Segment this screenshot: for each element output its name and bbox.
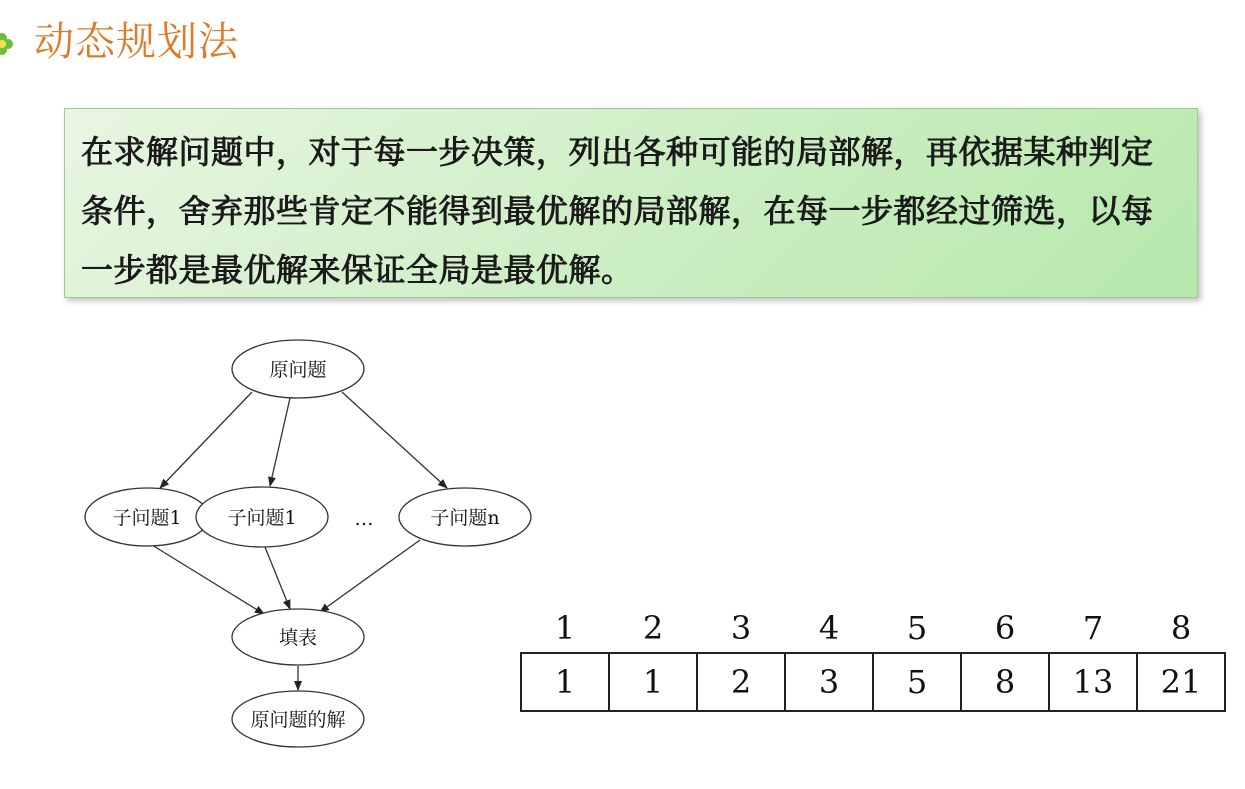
value-cell: 21 [1137,653,1225,711]
slide-title: 动态规划法 [34,19,239,65]
node-fill-table-label: 填表 [278,627,318,649]
node-original-problem [232,340,364,398]
definition-text: 在求解问题中，对于每一步决策，列出各种可能的局部解，再依据某种判定条件，舍弃那些肯定不能得到最优解的局部解，在每一步都经过筛选，以每一步都是最优解来保证全局是最优解。 [81,133,1154,289]
edge-root-subn [342,392,447,488]
subproblem-ellipsis: … [354,508,374,530]
index-cell: 4 [818,609,840,647]
node-solution-label: 原问题的解 [250,709,346,731]
index-cell: 3 [730,609,752,647]
value-cell: 13 [1049,653,1137,711]
value-cell: 1 [521,653,609,711]
node-subproblem-1-label: 子问题1 [112,507,182,529]
index-cell: 6 [994,609,1016,647]
value-cell: 1 [609,653,697,711]
edge-subn-fill [320,540,420,612]
value-cell: 5 [873,653,961,711]
fib-table [520,604,1226,712]
index-cell: 7 [1082,609,1104,647]
edge-sub2-fill [265,547,290,609]
node-subproblem-2 [196,487,328,547]
node-subproblem-1 [85,488,209,546]
value-cell: 2 [697,653,785,711]
node-fill-table [232,609,364,665]
node-subproblem-n [399,488,531,546]
edge-sub1-fill [152,545,264,614]
index-cell: 8 [1170,609,1192,647]
value-cell: 3 [785,653,873,711]
edge-root-sub1 [160,392,252,488]
index-cell: 1 [554,609,576,647]
node-original-problem-label: 原问题 [269,359,327,381]
fib-table-wrap [520,604,1226,712]
value-cell: 8 [961,653,1049,711]
index-cell: 5 [906,609,928,647]
node-solution [232,691,364,747]
edge-root-sub2 [270,398,290,486]
node-subproblem-n-label: 子问题n [430,507,500,529]
value-row [521,653,1225,711]
index-row [521,604,1225,653]
index-cell: 2 [642,609,664,647]
node-subproblem-2-label: 子问题1 [227,507,297,529]
